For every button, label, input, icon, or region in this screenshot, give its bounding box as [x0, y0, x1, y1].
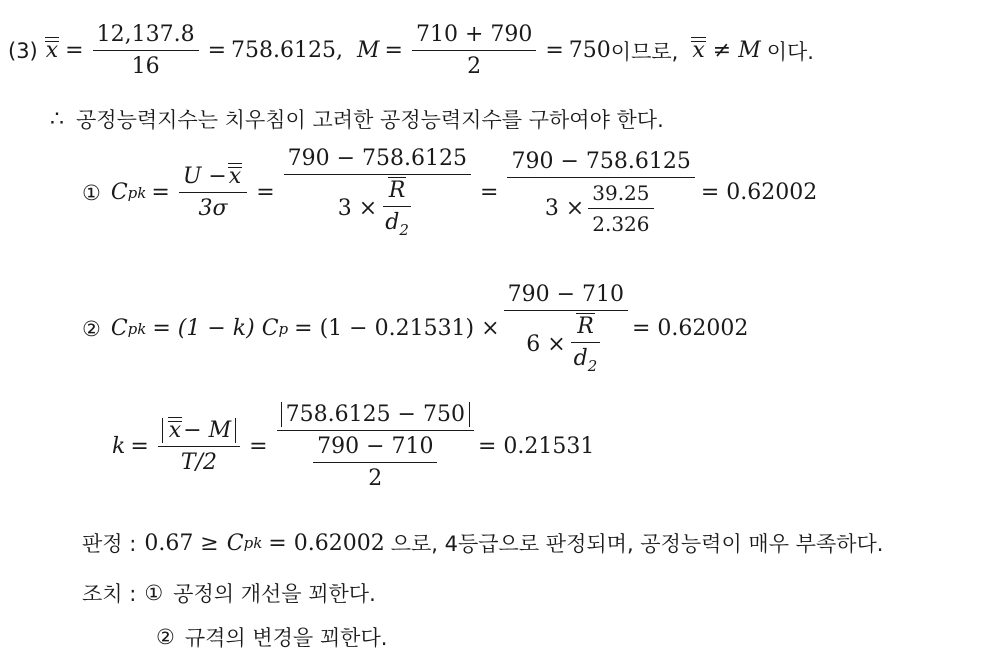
part3-line: (3) x = $\frac{12,137.8}{16}$ = 758.6125, M = $\frac{710 + 790}{2}$ = 750 이므로, x ≠ M 이다.: [8, 22, 814, 79]
xbarbar-numerator: 12,137.8: [93, 22, 199, 51]
therefore-symbol: ∴: [50, 106, 64, 132]
M-symbol: M: [356, 38, 380, 63]
eq2-frac: [504, 282, 628, 375]
eq1-lhs: C: [110, 180, 128, 205]
M-denominator: 2: [467, 54, 482, 79]
eq1-marker: ①: [82, 180, 101, 205]
M-suffix: 이므로,: [610, 39, 679, 64]
eqk-lhs: k: [112, 434, 126, 459]
eq1-frac1-den: 3σ: [198, 196, 228, 221]
eq2-marker: ②: [82, 316, 101, 341]
eqk-result: = 0.21531: [477, 434, 595, 459]
therefore-line: [50, 104, 664, 134]
xbarbar-symbol: x: [45, 38, 59, 63]
eq2-result: = 0.62002: [631, 316, 749, 341]
eqk-frac1-den: T/2: [180, 450, 218, 475]
judgement-expr-C: C: [226, 530, 244, 556]
eq1-frac1: [179, 164, 247, 221]
neq-M: ≠ M: [712, 38, 761, 63]
xbarbar-value: 758.6125,: [231, 38, 343, 63]
eq2-mid2: = (1 − 0.21531) ×: [294, 316, 500, 341]
judgement-label: 판정 :: [82, 532, 137, 556]
action-item2-text: 규격의 변경을 꾀한다.: [184, 626, 388, 650]
eq1-lhs-sub: pk: [127, 183, 147, 202]
rbar-symbol-2: R: [577, 314, 594, 339]
eq2-mid: = (1 − k) C: [152, 316, 279, 341]
eq1-frac3-inner: [588, 181, 653, 236]
eq1-frac1-num: U −: [182, 164, 227, 189]
eqk-frac2-inner-num: 790 − 710: [313, 434, 437, 463]
action-item2-marker: ②: [156, 625, 175, 649]
judgement-line: [82, 528, 883, 558]
eq2-lhs: C: [110, 316, 128, 341]
end-text: 이다.: [766, 39, 814, 64]
eq1-line: ① C pk = $\frac{U -x}{3\sigma}$ = 790 − 758.6125 3 × $\frac{R}{d_2}$ = 790 − 758.6125 3 × $\frac{39.25}{2.326}$ = 0.62002: [82, 146, 818, 239]
M-value: 750: [568, 38, 611, 63]
eqk-frac2-inner: [313, 434, 437, 491]
eq2-lhs-sub: pk: [127, 319, 147, 338]
eqk-frac2-inner-den: 2: [368, 466, 383, 491]
eq1-frac3-num: 790 − 758.6125: [507, 149, 694, 178]
part-label: (3): [8, 38, 38, 63]
eq2-mid-sub: p: [278, 319, 289, 338]
xbarbar-denominator: 16: [131, 54, 160, 79]
action-item1-text: 공정의 개선을 꾀한다.: [173, 582, 376, 606]
eqk-frac1: [158, 418, 240, 475]
eq1-frac2-inner: $\frac{R}{d_2}$: [381, 178, 413, 239]
eq1-result: = 0.62002: [700, 180, 818, 205]
eq1-frac3-den-pre: 3 ×: [544, 196, 585, 221]
eqk-frac2: [277, 402, 474, 491]
therefore-text: 공정능력지수는 치우침이 고려한 공정능력지수를 구하여야 한다.: [76, 108, 664, 132]
eqk-frac2-num: 758.6125 − 750: [281, 402, 470, 427]
M-numerator: 710 + 790: [412, 22, 536, 51]
eq1-frac2-den-pre: 3 ×: [337, 196, 378, 221]
eq1-frac2: [284, 146, 471, 239]
eqk-frac1-num-rest: − M: [183, 418, 232, 443]
judgement-expr-sub: pk: [243, 534, 263, 552]
action-label: 조치 :: [82, 582, 137, 606]
eq1-frac3: [507, 149, 694, 236]
eq1-frac3-inner-den: 2.326: [592, 212, 650, 236]
xbarbar-fraction: [93, 22, 199, 79]
judgement-text: 으로, 4등급으로 판정되며, 공정능력이 매우 부족하다.: [390, 532, 884, 556]
judgement-expr-post: = 0.62002: [268, 530, 385, 556]
eq2-line: [82, 282, 748, 375]
action-item1-marker: ①: [144, 581, 164, 605]
eqk-line: k = $\frac{x- M}{T/2}$ = $\frac{758.6125 - 750}{\frac{790 - 710}{2}}$ = 0.21531: [112, 402, 595, 491]
xbarbar-symbol-2: x: [692, 38, 705, 63]
eq2-frac-inner: $\frac{R}{d_2}$: [570, 314, 602, 375]
action-line-2: [156, 622, 387, 652]
eq1-frac2-num: 790 − 758.6125: [284, 146, 471, 175]
eq1-frac3-inner-num: 39.25: [588, 181, 653, 209]
xbarbar-symbol-3: x: [228, 164, 242, 189]
eq2-frac-den-pre: 6 ×: [526, 332, 566, 357]
xbarbar-symbol-4: x: [168, 418, 182, 443]
rbar-symbol: R: [388, 178, 406, 203]
action-line-1: [82, 578, 376, 608]
M-fraction: [412, 22, 536, 79]
judgement-expr-pre: 0.67 ≥: [144, 530, 219, 556]
eq2-frac-num: 790 − 710: [504, 282, 628, 311]
